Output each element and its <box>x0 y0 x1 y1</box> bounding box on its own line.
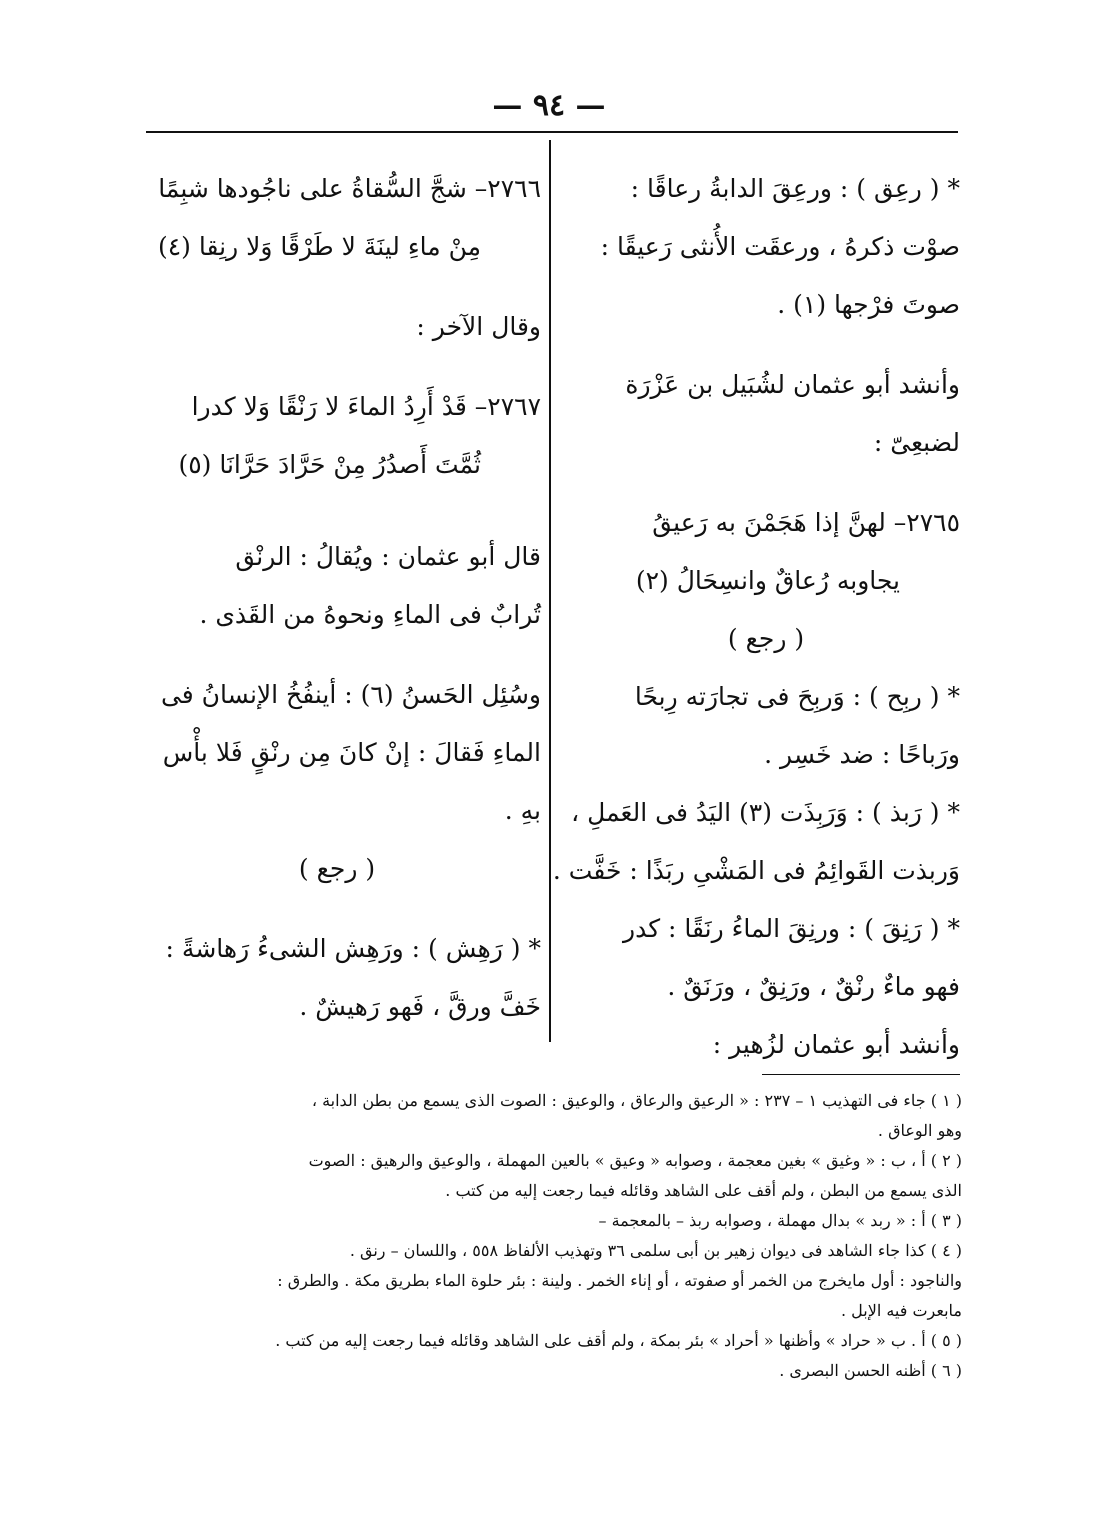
entry-line: الماءِ فَقالَ : إنْ كانَ مِن رنْقٍ فَلا بأْس <box>162 738 541 767</box>
entry-line: فهو ماءٌ رنْقٌ ، ورَنِقٌ ، ورَنَقٌ . <box>667 972 960 1001</box>
entry-line: لضبعِىّ : <box>873 428 960 457</box>
left-column <box>133 160 541 1036</box>
page-number: — ٩٤ — <box>492 88 606 123</box>
section-heading: ( رجع ) <box>298 854 376 883</box>
footnote-line: وهو الوعاق . <box>877 1121 962 1140</box>
entry-line: صوتَ فرْجها (١) . <box>777 290 960 319</box>
footnote-line: ( ١ ) جاء فى التهذيب ١ – ٢٣٧ : « الرعيق والرعاق ، والوعيق : الصوت الذى يسمع من بطن الدابة ، <box>311 1091 962 1110</box>
column-divider <box>549 140 551 1042</box>
header-rule <box>146 131 958 133</box>
entry-line: خَفَّ ورقَّ ، فَهو رَهيشٌ . <box>299 992 541 1021</box>
entry-line: * ( رَهِش ) : ورَهِش الشىءُ رَهاشةً : <box>165 934 541 963</box>
entry-line: ورَباحًا : ضد خَسِر . <box>764 740 960 769</box>
footnote-line: ( ٥ ) أ . ب « حراد » وأظنها « أحراد » بئر بمكة ، ولم أقف على الشاهد وقائله فيما رجعت إليه من كتب . <box>275 1331 962 1350</box>
footnote-line: مابعرت فيه الإبل . <box>840 1301 962 1320</box>
entry-line: صوْت ذكرهُ ، ورعقَت الأُنثى رَعيقًا : <box>600 232 960 261</box>
entry-line: وأنشد أبو عثمان لشُبَيل بن عَزْرَة <box>625 370 960 399</box>
right-column <box>552 160 960 1074</box>
entry-line: وأنشد أبو عثمان لزُهير : <box>712 1030 960 1059</box>
section-heading: ( رجع ) <box>727 624 805 653</box>
footnote-line: ( ٢ ) أ ، ب : « وغيق » بغين معجمة ، وصوابه « وعيق » بالعين المهملة ، والوعيق والرهيق : الصوت <box>308 1151 962 1170</box>
verse-line: ٢٧٦٦– شجَّ السُّقاةُ على ناجُودها شبِمًا <box>158 174 541 203</box>
entry-line: بهِ . <box>504 796 541 825</box>
footnote-line: الذى يسمع من البطن ، ولم أقف على الشاهد وقائله فيما رجعت إليه من كتب . <box>445 1181 962 1200</box>
entry-line: وسُئِل الحَسنُ (٦) : أينفُخُ الإنسانُ فى <box>160 680 541 709</box>
entry-line: * ( رَبذ ) : وَرَبِذَت (٣) اليَدُ فى العَملِ ، <box>571 798 960 827</box>
verse-line: يجاوبه رُعاقٌ وانسِحَالُ (٢) <box>635 566 900 595</box>
footnote-rule <box>762 1074 960 1075</box>
entry-line: * ( رَنِقَ ) : ورنِقَ الماءُ رنَقًا : كدر <box>623 914 960 943</box>
footnote-line: ( ٣ ) أ : « ربد » بدال مهملة ، وصوابه ربذ – بالمعجمة – <box>598 1211 962 1230</box>
verse-line: مِنْ ماءِ لينَةَ لا طَرْقًا وَلا رنِقا (٤) <box>157 232 481 261</box>
entry-line: وَربذت القَوائِمُ فى المَشْىِ ربَذًا : خَفَّت . <box>552 856 960 885</box>
entry-line: تُرابٌ فى الماءِ ونحوهُ من القَذى . <box>199 600 541 629</box>
footnote-line: ( ٤ ) كذا جاء الشاهد فى ديوان زهير بن أبى سلمى ٣٦ وتهذيب الألفاظ ٥٥٨ ، واللسان – رنق . <box>349 1241 962 1260</box>
entry-line: * ( ربِح ) : وَربِحَ فى تجارَته رِبحًا <box>634 682 960 711</box>
verse-line: ٢٧٦٥– لهنَّ إذا هَجَمْنَ به رَعيقُ <box>652 508 960 537</box>
footnotes <box>140 1086 962 1386</box>
entry-line: * ( رعِق ) : ورعِقَ الدابةُ رعاقًا : <box>630 174 960 203</box>
entry-line: وقال الآخر : <box>416 312 541 341</box>
verse-line: ٢٧٦٧– قَدْ أَرِدُ الماءَ لا رَنْقًا وَلا كدرا <box>191 392 541 421</box>
footnote-line: والناجود : أول مايخرج من الخمر أو صفوته ، أو إناء الخمر . ولينة : بئر حلوة الماء بطريق مكة . والطرق : <box>277 1271 962 1290</box>
verse-line: ثُمَّتَ أَصدُرُ مِنْ حَرَّادَ حَرَّانَا (٥) <box>178 450 481 479</box>
entry-line: قال أبو عثمان : ويُقالُ : الرنْق <box>235 542 541 571</box>
footnote-line: ( ٦ ) أظنه الحسن البصرى . <box>779 1361 962 1380</box>
